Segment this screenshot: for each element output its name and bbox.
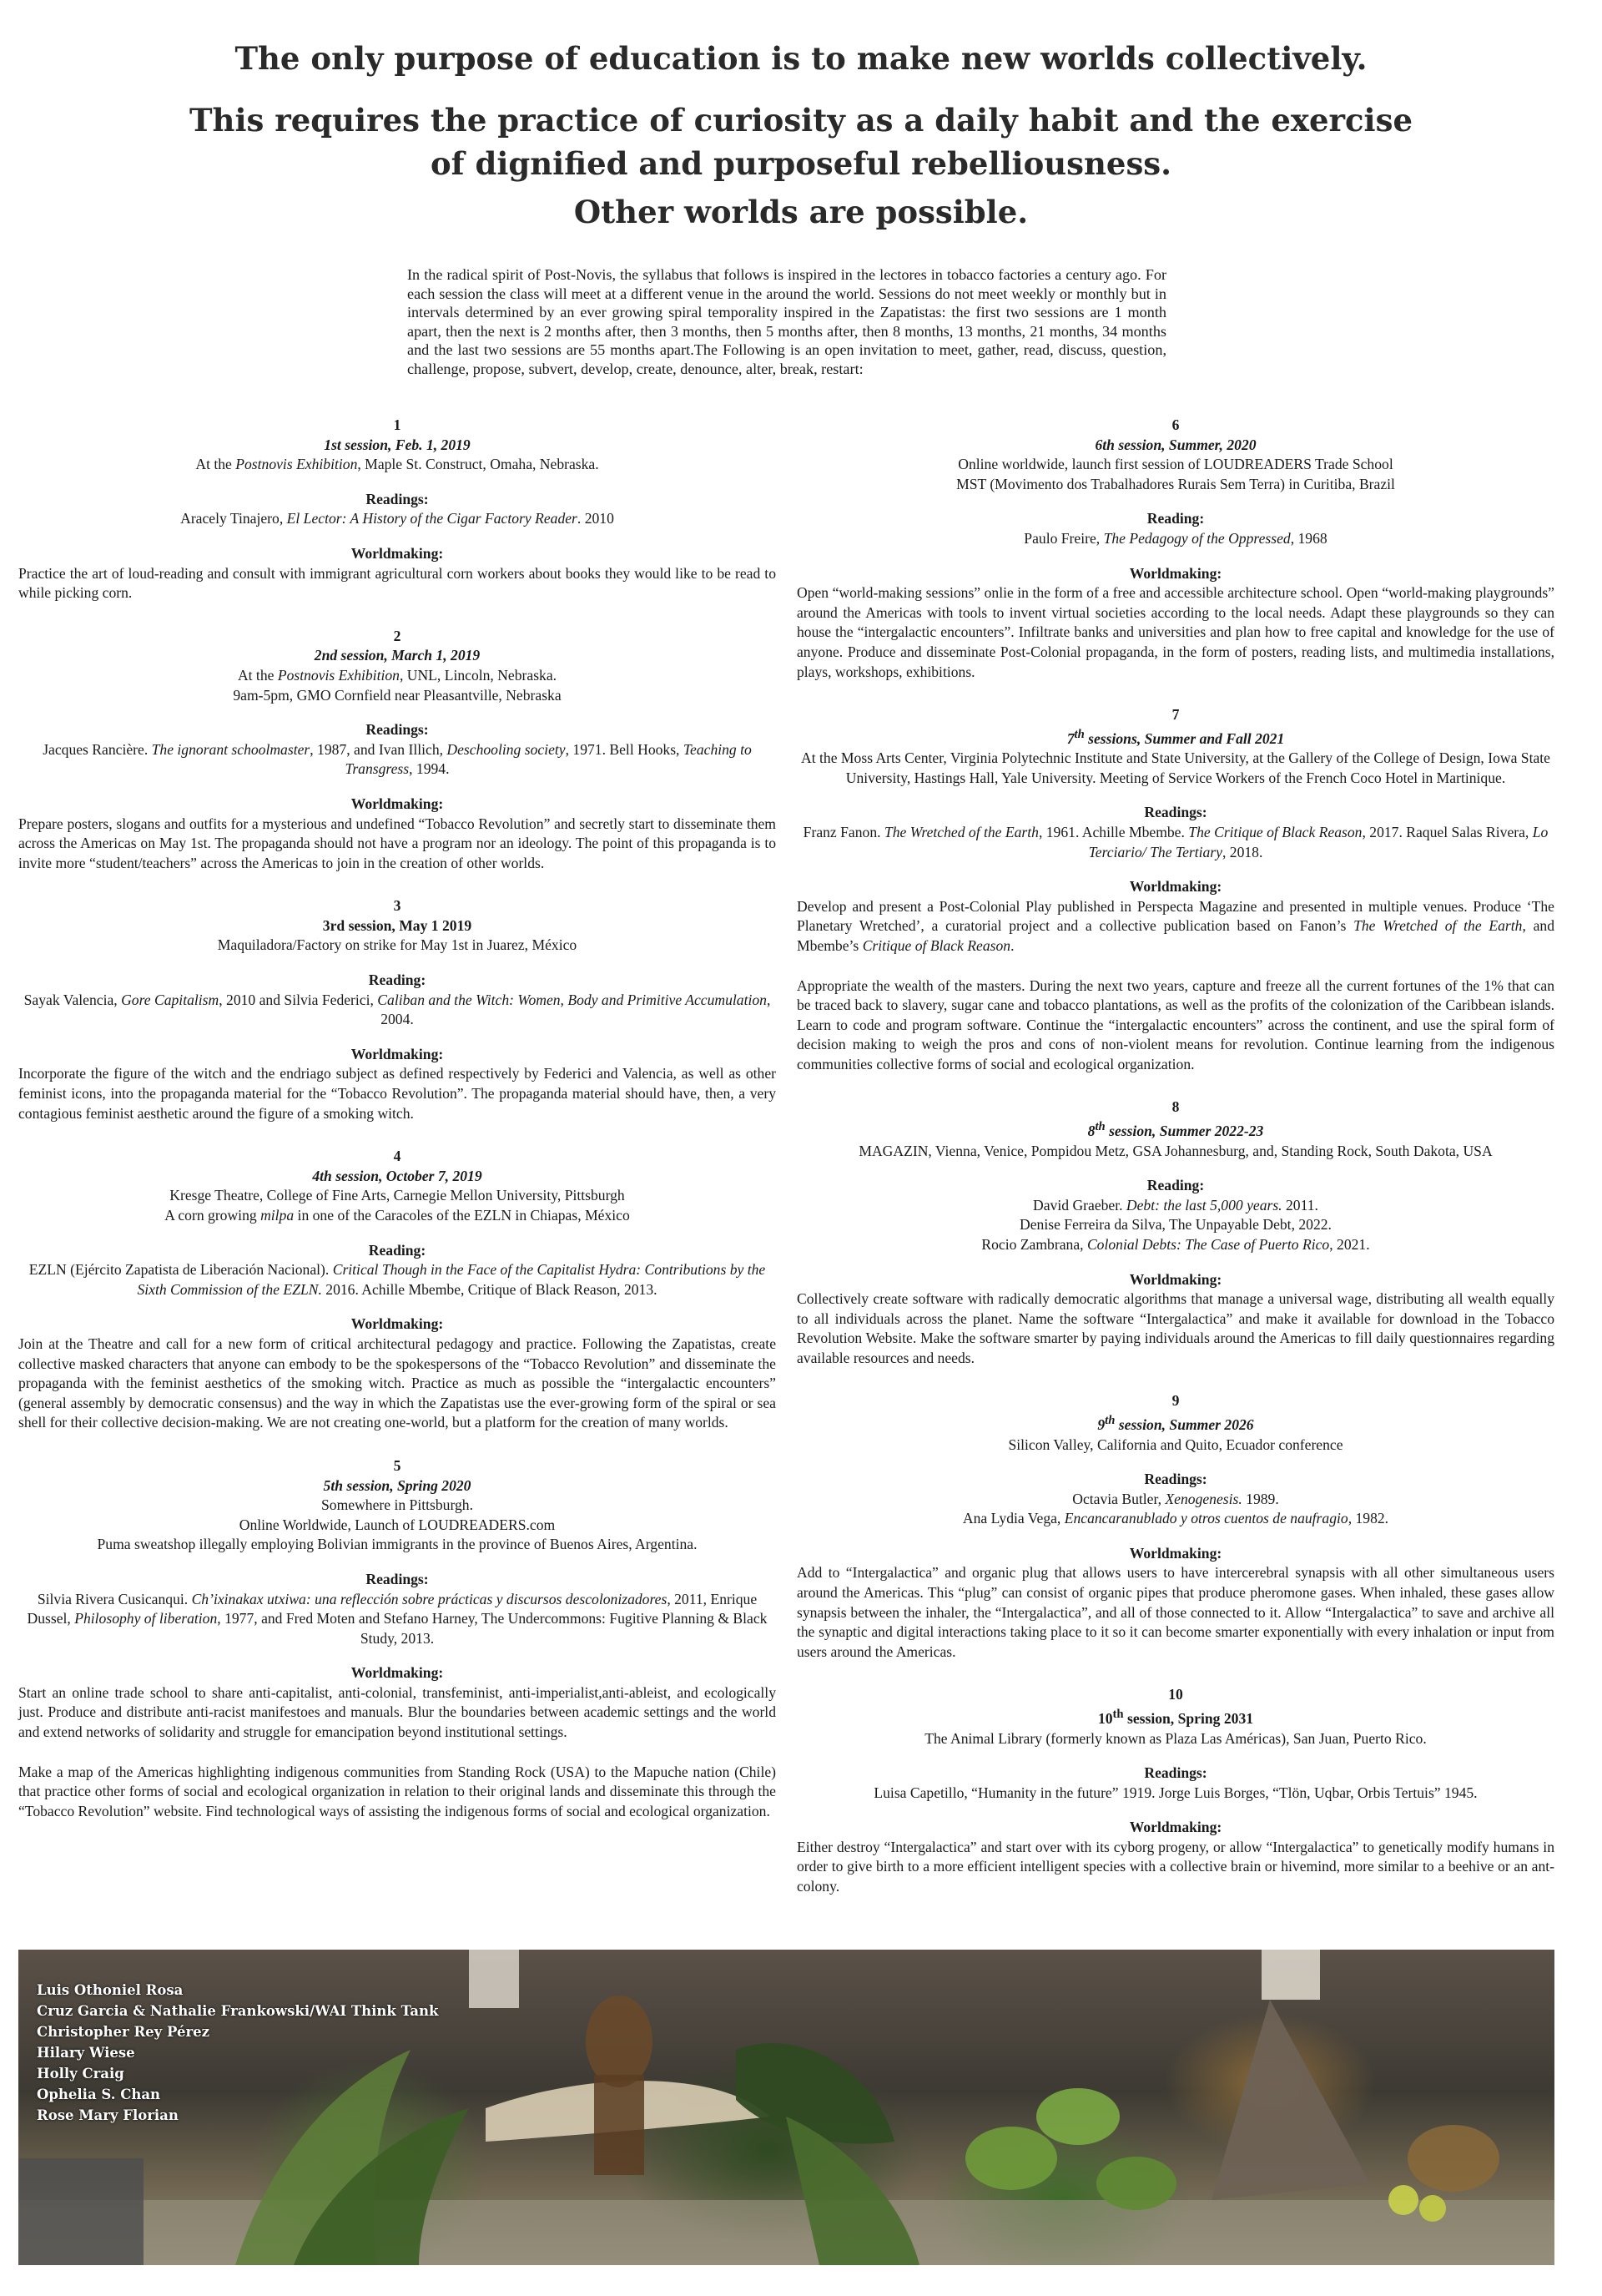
session-2 [18, 627, 776, 874]
session-1 [18, 416, 776, 603]
collage-image [18, 1950, 1554, 2265]
session-title: 7th sessions, Summer and Fall 2021 [1066, 727, 1285, 747]
session-location: At the Moss Arts Center, Virginia Polytechnic Institute and State University, at the Gallery of the College of Design, Iowa State University, Hastings Hall, Yale University. Meeting of Service Workers of the French Coco Hotel in Martinique. [801, 749, 1550, 786]
session-location: At the Postnovis Exhibition, UNL, Lincoln, Nebraska. [237, 666, 557, 684]
credit-name: Luis Othoniel Rosa [37, 1982, 184, 1998]
readings-heading: Readings: [1144, 804, 1207, 821]
readings-2: Denise Ferreira da Silva, The Unpayable Debt, 2022. [1020, 1216, 1332, 1234]
worldmaking-text: Incorporate the figure of the witch and the endriago subject as defined respectively by Federici and Valencia, as well as other feminist icons, into the propaganda material for the “Tobacco Revolution”. The propaganda material should have, then, a very contagious feminist aesthetic around the figure of a smoking witch. [18, 1065, 776, 1122]
worldmaking-text: Open “world-making sessions” onlie in the form of a free and accessible architecture school. Open “world-making playgrounds” around the Americas with tools to invent virtual societies according to the local needs. Adapt these playgrounds so they can house the “intergalactic encounters”. Infiltrate banks and universities and plan how to free capital and knowledge for the use of anyone. Produce and disseminate Post-Colonial propaganda, in the form of posters, reading lists, and multimedia installations, plays, workshops, exhibitions. [797, 584, 1554, 680]
readings-heading: Reading: [368, 971, 426, 989]
readings: Aracely Tinajero, El Lector: A History of the Cigar Factory Reader. 2010 [180, 510, 614, 527]
session-title: 8th session, Summer 2022-23 [1087, 1120, 1264, 1139]
session-number: 7 [1171, 706, 1180, 724]
worldmaking-text: Develop and present a Post-Colonial Play published in Perspecta Magazine and presented in multiple venues. Produce ‘The Planetary Wretched’, a curatorial project and a collective publication based on Fanon’s The Wretched of the Earth, and Mbembe’s Critique of Black Reason. [797, 897, 1555, 954]
session-location: Silicon Valley, California and Quito, Ecuador conference [1008, 1436, 1343, 1453]
readings: Octavia Butler, Xenogenesis. 1989. [1072, 1490, 1279, 1507]
headline-2 [0, 98, 1602, 185]
session-number: 8 [1171, 1098, 1180, 1116]
credit-name: Christopher Rey Pérez [37, 2024, 210, 2040]
worldmaking-text: Join at the Theatre and call for a new form of critical architectural pedagogy and practice. Following the Zapatistas, create collective masked characters that anyone can embody to be the spokespersons of the “Tobacco Revolution” and disseminate the propaganda with the feminist aesthetics of the smoking witch. Practice as much as possible the “intergalactic encounters” (general assembly by democratic consensus) and the way in which the Zapatistas use the ever-growing form of the spiral or sea shell for their collective decision-making. We are not creating one-world, but a platform for the creation of many worlds. [18, 1335, 776, 1431]
session-10 [797, 1685, 1554, 1896]
session-location-3: Puma sweatshop illegally employing Bolivian immigrants in the province of Buenos Aires, Argentina. [97, 1536, 698, 1553]
readings-heading: Readings: [1144, 1471, 1207, 1488]
readings-heading: Reading: [1146, 510, 1205, 527]
session-location: At the Postnovis Exhibition, Maple St. Construct, Omaha, Nebraska. [195, 456, 599, 473]
headline-3: Other worlds are possible. [573, 194, 1029, 230]
worldmaking-heading: Worldmaking: [350, 795, 444, 812]
right-column [797, 416, 1554, 1920]
worldmaking-heading: Worldmaking: [350, 1315, 444, 1333]
worldmaking-text-2: Appropriate the wealth of the masters. During the next two years, capture and freeze all the current fortunes of the 1% that can be traced back to slavery, sugar cane and tobacco plantations, as well as the profits of the colonization of the Caribbean islands. Learn to code and program software. Continue the “intergalactic encounters” across the continent, and use the spiral form of decision making to weigh the pros and cons of non-violent means for revolution. Continue learning from the indigenous communities collective forms of social and ecological organization. [797, 976, 1554, 1072]
worldmaking-text: Practice the art of loud-reading and consult with immigrant agricultural corn workers about books they would like to be read to while picking corn. [18, 564, 776, 602]
headline-2a: This requires the practice of curiosity as a daily habit and the exercise [189, 102, 1413, 139]
session-5 [18, 1456, 776, 1822]
session-title: 9th session, Summer 2026 [1097, 1414, 1254, 1433]
session-location: Maquiladora/Factory on strike for May 1st in Juarez, México [217, 936, 577, 954]
session-3 [18, 896, 776, 1123]
session-location-2: MST (Movimento dos Trabalhadores Rurais Sem Terra) in Curitiba, Brazil [956, 475, 1395, 492]
credit-name: Hilary Wiese [37, 2045, 135, 2061]
intro-paragraph: In the radical spirit of Post-Novis, the syllabus that follows is inspired in the lectores in tobacco factories a century ago. For each session the class will meet at a different venue in the around the world. Sessions do not meet weekly or monthly but in intervals determined by an ever growing spiral temporality inspired in the Zapatistas: the first two sessions are 1 month apart, then the next is 2 months after, then 3 months, then 5 months after, then 8 months, 13 months, 21 months, 34 months and the last two sessions are 55 months apart.The Following is an open invitation to meet, gather, read, discuss, question, challenge, propose, subvert, develop, create, denounce, alter, break, restart: [407, 266, 1166, 377]
session-location: MAGAZIN, Vienna, Venice, Pompidou Metz, GSA Johannesburg, and, Standing Rock, South Dakota, USA [859, 1142, 1493, 1159]
session-title: 6th session, Summer, 2020 [1095, 436, 1257, 453]
session-title: 5th session, Spring 2020 [323, 1476, 471, 1494]
readings: Jacques Rancière. The ignorant schoolmaster, 1987, and Ivan Illich, Deschooling society, 1971. Bell Hooks, Teaching to Transgress, 1994. [43, 740, 752, 778]
readings: Franz Fanon. The Wretched of the Earth, 1961. Achille Mbembe. The Critique of Black Reason, 2017. Raquel Salas Rivera, Lo Terciario/ The Tertiary, 2018. [803, 823, 1549, 860]
session-title: 4th session, October 7, 2019 [312, 1167, 482, 1184]
worldmaking-heading: Worldmaking: [350, 1664, 444, 1682]
session-location-2: 9am-5pm, GMO Cornfield near Pleasantville, Nebraska [233, 686, 562, 704]
worldmaking-heading: Worldmaking: [1129, 878, 1222, 896]
readings-heading: Readings: [1144, 1764, 1207, 1782]
readings-2: Ana Lydia Vega, Encancaranublado y otros cuentos de naufragio, 1982. [962, 1510, 1389, 1527]
readings: Sayak Valencia, Gore Capitalism, 2010 and Silvia Federici, Caliban and the Witch: Women, Body and Primitive Accumulation, 2004. [23, 991, 771, 1028]
session-location-2: Online Worldwide, Launch of LOUDREADERS.com [239, 1516, 556, 1533]
headline-1: The only purpose of education is to make new worlds collectively. [234, 40, 1368, 77]
worldmaking-text: Prepare posters, slogans and outfits for a mysterious and undefined “Tobacco Revolution” and secretly start to disseminate them across the Americas on May 1st. The propaganda should not have a program nor an ideology. The point of this propaganda is to invite more “student/teachers” across the Americas to join in the creation of other worlds. [18, 815, 776, 871]
worldmaking-text-2: Make a map of the Americas highlighting indigenous communities from Standing Rock (USA) to the Mapuche nation (Chile) that practice other forms of social and ecological organization in relation to their original lands and disseminate this through the “Tobacco Revolution” website. Find technological ways of assisting the indigenous forms of social and ecological organization. [18, 1763, 776, 1819]
session-number: 3 [393, 897, 401, 915]
session-location: Somewhere in Pittsburgh. [321, 1496, 473, 1514]
credit-name: Rose Mary Florian [37, 2107, 179, 2123]
session-number: 6 [1171, 416, 1180, 433]
credits-list [37, 1980, 438, 2126]
readings: Paulo Freire, The Pedagogy of the Oppressed, 1968 [1024, 529, 1327, 547]
session-number: 1 [393, 416, 401, 433]
session-location: Online worldwide, launch first session of LOUDREADERS Trade School [958, 456, 1393, 473]
session-7 [797, 705, 1554, 1074]
session-number: 4 [393, 1148, 401, 1165]
session-number: 10 [1168, 1686, 1183, 1703]
left-column [18, 416, 776, 1844]
session-location-2: A corn growing milpa in one of the Caracoles of the EZLN in Chiapas, México [164, 1207, 630, 1224]
session-6 [797, 416, 1554, 682]
readings: EZLN (Ejército Zapatista de Liberación Nacional). Critical Though in the Face of the Capitalist Hydra: Contributions by the Sixth Commission of the EZLN. 2016. Achille Mbembe, Critique of Black Reason, 2013. [28, 1261, 766, 1298]
session-9 [797, 1391, 1554, 1662]
readings: David Graeber. Debt: the last 5,000 years. 2011. [1033, 1196, 1318, 1214]
credit-name: Ophelia S. Chan [37, 2087, 161, 2102]
worldmaking-heading: Worldmaking: [350, 544, 444, 562]
session-title: 3rd session, May 1 2019 [322, 916, 472, 934]
session-location: The Animal Library (formerly known as Plaza Las Américas), San Juan, Puerto Rico. [924, 1729, 1427, 1747]
credit-name: Cruz Garcia & Nathalie Frankowski/WAI Think Tank [37, 2003, 439, 2019]
worldmaking-text: Add to “Intergalactica” and organic plug that allows users to have intercerebral synapsis with all other simultaneous users around the Americas. This “plug” can consist of organic pipes that produce pheromone gases. When inhaled, these gases allow synapsis between the inhaler, the “Intergalactica”, and all of those connected to it. Allow “Intergalactica” to save and archive all the synaptic and digital interactions taking place to it so it can become smarter exponentially with every inhalation or input from users around the Americas. [797, 1564, 1554, 1660]
session-number: 2 [393, 627, 401, 644]
readings-heading: Readings: [365, 721, 429, 739]
session-8 [797, 1098, 1554, 1368]
worldmaking-text: Either destroy “Intergalactica” and start over with its cyborg progeny, or allow “Intergalactica” to genetically modify humans in order to give birth to a more efficient intelligent species with a collective brain or hivemind, more similar to a beehive or an ant-colony. [797, 1838, 1554, 1895]
session-number: 5 [393, 1456, 401, 1474]
credit-name: Holly Craig [37, 2066, 124, 2082]
worldmaking-text: Start an online trade school to share anti-capitalist, anti-colonial, transfeminist, anti-imperialist,anti-ableist, and ecologically just. Produce and distribute anti-racist manifestoes and manuals. Blur the boundaries between academic settings and the world and extend networks of solidarity and struggle for emancipation beyond institutional settings. [18, 1683, 776, 1741]
worldmaking-heading: Worldmaking: [1129, 1819, 1222, 1836]
session-location: Kresge Theatre, College of Fine Arts, Carnegie Mellon University, Pittsburgh [169, 1187, 625, 1204]
session-title: 1st session, Feb. 1, 2019 [324, 436, 471, 453]
worldmaking-heading: Worldmaking: [350, 1045, 444, 1062]
headline-2b: of dignified and purposeful rebelliousness. [431, 145, 1171, 182]
readings-3: Rocio Zambrana, Colonial Debts: The Case of Puerto Rico, 2021. [981, 1235, 1370, 1253]
session-title: 10th session, Spring 2031 [1097, 1708, 1254, 1727]
session-title: 2nd session, March 1, 2019 [314, 647, 481, 664]
worldmaking-heading: Worldmaking: [1129, 1544, 1222, 1562]
readings: Silvia Rivera Cusicanqui. Ch’ixinakax utxiwa: una reflección sobre prácticas y discursos descolonizadores, 2011, Enrique Dussel, Philosophy of liberation, 1977, and Fred Moten and Stefano Harney, The Undercommons: Fugitive Planning & Black Study, 2013. [27, 1590, 768, 1647]
readings-heading: Reading: [1146, 1177, 1205, 1194]
readings-heading: Reading: [368, 1241, 426, 1259]
session-number: 9 [1171, 1392, 1180, 1410]
session-4 [18, 1147, 776, 1433]
readings-heading: Readings: [365, 490, 429, 507]
worldmaking-text: Collectively create software with radically democratic algorithms that manage a universal wage, distributing all wealth equally to all individuals across the planet. Name the software “Intergalactica” and make it available for download in the Tobacco Revolution Website. Make the software smarter by paying individuals around the Americas to fill daily questionnaires regarding available resources and needs. [797, 1290, 1554, 1366]
readings: Luisa Capetillo, “Humanity in the future” 1919. Jorge Luis Borges, “Tlön, Uqbar, Orbis Tertuis” 1945. [874, 1784, 1478, 1801]
readings-heading: Readings: [365, 1570, 429, 1587]
worldmaking-heading: Worldmaking: [1129, 564, 1222, 582]
worldmaking-heading: Worldmaking: [1129, 1270, 1222, 1288]
